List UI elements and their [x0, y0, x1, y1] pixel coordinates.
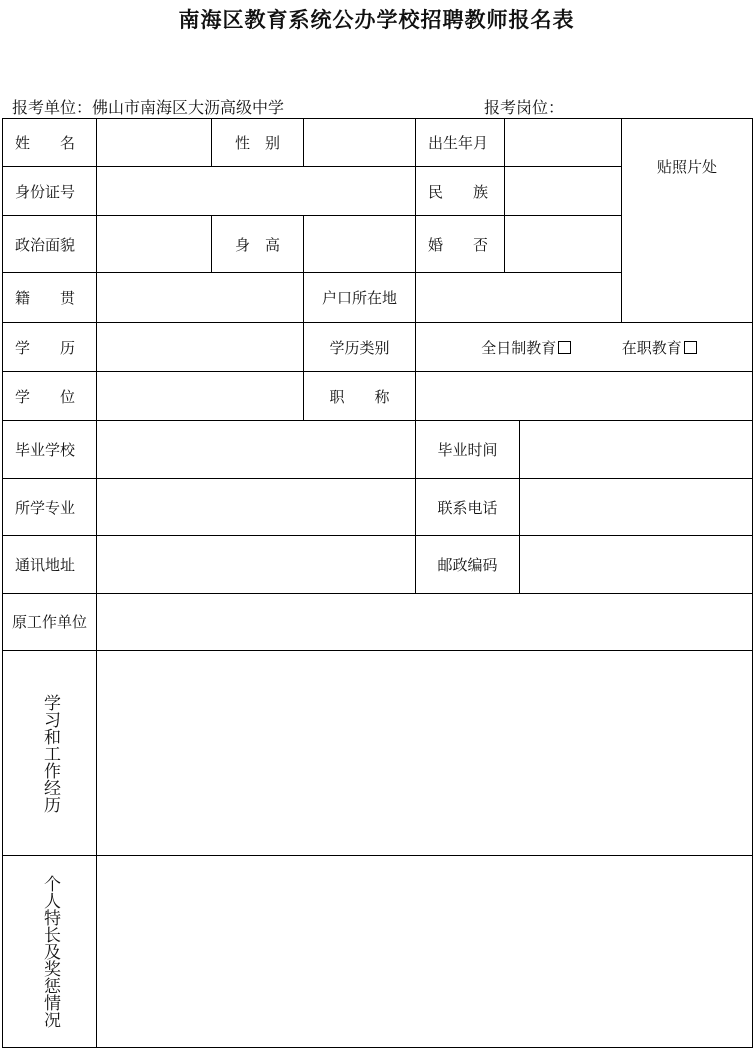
- title-rank-label-text: 职 称: [329, 387, 390, 406]
- id-label-text: 身份证号: [15, 182, 76, 201]
- edu-type-label-text: 学历类别: [329, 338, 390, 357]
- education-label-text: 学 历: [15, 338, 76, 357]
- title-rank-field[interactable]: [416, 372, 753, 421]
- apply-post-label: 报考岗位：: [484, 98, 565, 117]
- marital-label: [416, 216, 505, 273]
- hukou-label: [304, 273, 416, 323]
- photo-area[interactable]: [622, 119, 753, 323]
- specialty-label-text: 个人特长及奖惩情况: [40, 875, 60, 1028]
- fulltime-checkbox[interactable]: [558, 341, 571, 354]
- fulltime-option[interactable]: [481, 337, 571, 358]
- apply-unit-label: 报考单位：: [12, 98, 93, 117]
- marital-label-text: 婚 否: [428, 235, 489, 254]
- parttime-option[interactable]: [622, 337, 697, 358]
- parttime-checkbox[interactable]: [684, 341, 697, 354]
- experience-label: [3, 651, 97, 856]
- degree-label-text: 学 位: [15, 387, 76, 406]
- politics-label-text: 政治面貌: [15, 235, 76, 254]
- major-label-text: 所学专业: [15, 498, 76, 517]
- ethnicity-field[interactable]: [505, 167, 622, 216]
- grad-school-field[interactable]: [97, 421, 416, 479]
- native-place-label-text: 籍 贯: [15, 289, 76, 307]
- name-label: [3, 119, 97, 167]
- gender-label: [212, 119, 304, 167]
- postcode-label-text: 邮政编码: [437, 556, 498, 574]
- specialty-field[interactable]: [97, 856, 753, 1048]
- ethnicity-label: [416, 167, 505, 216]
- hukou-label-text: 户口所在地: [321, 289, 397, 307]
- prev-employer-label-text: 原工作单位: [11, 613, 87, 631]
- experience-field[interactable]: [97, 651, 753, 856]
- marital-field[interactable]: [505, 216, 622, 273]
- birth-label-text: 出生年月: [428, 134, 489, 152]
- gender-label-text: 性 别: [234, 134, 280, 152]
- politics-label: [3, 216, 97, 273]
- prev-employer-label: [3, 594, 97, 651]
- birth-label: [416, 119, 505, 167]
- title-rank-label: [304, 372, 416, 421]
- grad-time-label: [416, 421, 520, 479]
- form-title: 南海区教育系统公办学校招聘教师报名表: [178, 7, 575, 32]
- grad-school-label-text: 毕业学校: [15, 441, 76, 459]
- experience-label-text: 学习和工作经历: [40, 693, 60, 813]
- fulltime-label: 全日制教育: [481, 338, 557, 357]
- hukou-field[interactable]: [416, 273, 622, 323]
- native-place-label: [3, 273, 97, 323]
- address-label-text: 通讯地址: [15, 556, 76, 574]
- height-field[interactable]: [304, 216, 416, 273]
- gender-field[interactable]: [304, 119, 416, 167]
- postcode-label: [416, 536, 520, 594]
- edu-type-options: [416, 323, 753, 372]
- phone-field[interactable]: [520, 479, 753, 536]
- phone-label-text: 联系电话: [437, 498, 498, 517]
- address-field[interactable]: [97, 536, 416, 594]
- grad-time-field[interactable]: [520, 421, 753, 479]
- degree-label: [3, 372, 97, 421]
- address-label: [3, 536, 97, 594]
- major-field[interactable]: [97, 479, 416, 536]
- education-label: [3, 323, 97, 372]
- apply-unit-value: 佛山市南海区大沥高级中学: [92, 98, 285, 117]
- grad-school-label: [3, 421, 97, 479]
- apply-post: [484, 95, 564, 118]
- name-field[interactable]: [97, 119, 212, 167]
- parttime-label: 在职教育: [621, 338, 682, 357]
- education-field[interactable]: [97, 323, 304, 372]
- postcode-field[interactable]: [520, 536, 753, 594]
- degree-field[interactable]: [97, 372, 304, 421]
- phone-label: [416, 479, 520, 536]
- specialty-label: [3, 856, 97, 1048]
- id-field[interactable]: [97, 167, 416, 216]
- registration-table: [2, 118, 753, 1048]
- grad-time-label-text: 毕业时间: [437, 441, 498, 459]
- height-label-text: 身 高: [234, 235, 280, 254]
- birth-field[interactable]: [505, 119, 622, 167]
- photo-label: 贴照片处: [656, 158, 717, 176]
- id-label: [3, 167, 97, 216]
- name-label-text: 姓 名: [15, 134, 76, 152]
- prev-employer-field[interactable]: [97, 594, 753, 651]
- politics-field[interactable]: [97, 216, 212, 273]
- apply-unit: [12, 95, 284, 118]
- ethnicity-label-text: 民 族: [428, 182, 489, 201]
- edu-type-label: [304, 323, 416, 372]
- height-label: [212, 216, 304, 273]
- native-place-field[interactable]: [97, 273, 304, 323]
- major-label: [3, 479, 97, 536]
